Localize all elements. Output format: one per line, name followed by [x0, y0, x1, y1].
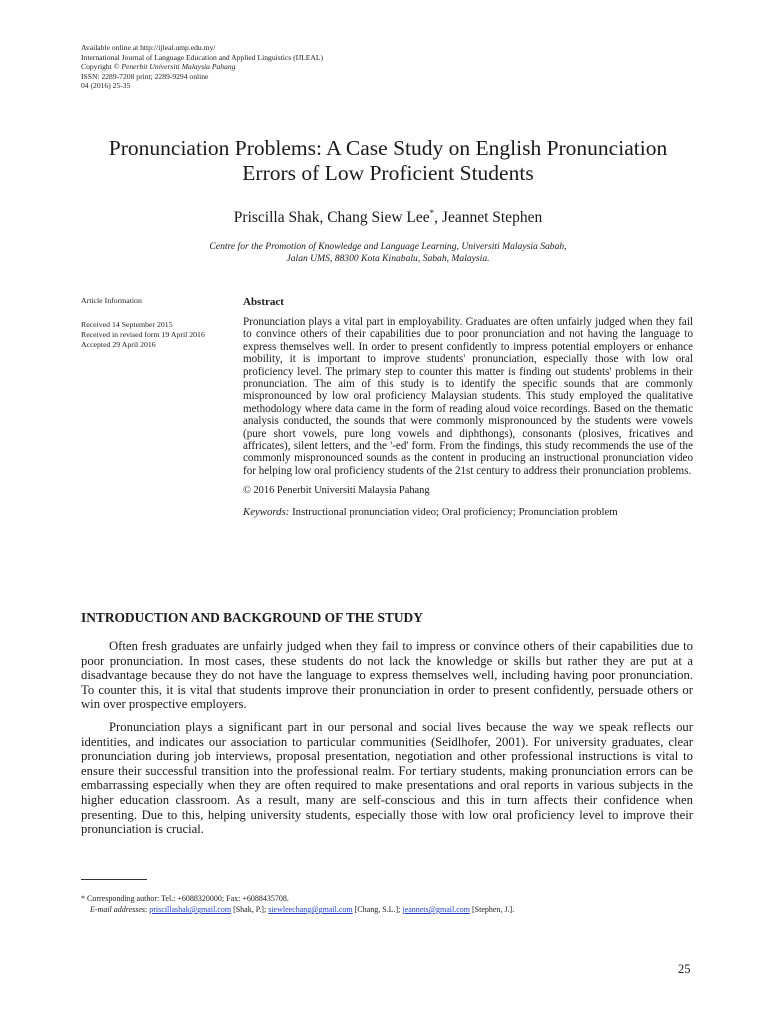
article-dates — [81, 320, 241, 350]
footnote — [81, 893, 514, 915]
copyright-line: Copyright © Penerbit Universiti Malaysia Pahang — [81, 62, 236, 72]
abstract-text: Pronunciation plays a vital part in employability. Graduates are often unfairly judged when they fail to convince others of their capabilities due to poor pronunciation and not having the language to express themselves well. In order to present confidently to impress potential employers or enhance mobility, it is important to improve students' pronunciation, especially those with low oral proficiency level. The primary step to counter this matter is finding out students' problems in their pronunciation. The aim of this study is to identify the specific sounds that are commonly mispronounced by low oral proficiency Malaysian students. This study employed the qualitative methodology where data came in the form of reading aloud voice recordings. Based on the thematic analysis conducted, the sounds that were commonly mispronounced by the students were vowels (pure short vowels, pure long vowels and diphthongs), consonants (plosives, fricatives and affricates), silent letters, and the '-ed' form. From the findings, this study recommends the use of the commonly mispronounced sounds as the content in producing an instructional pronunciation video for helping low oral proficiency students of the 21st century to address their pronunciation problems. — [243, 316, 693, 477]
received-date: Received 14 September 2015 — [81, 320, 173, 329]
paper-title — [60, 136, 716, 186]
article-info-heading: Article Information — [81, 296, 142, 305]
accepted-date: Accepted 29 April 2016 — [81, 340, 156, 349]
email-label: E-mail addresses — [90, 905, 146, 914]
journal-header — [81, 43, 323, 91]
email-link-stephen[interactable]: jeannets@gmail.com — [402, 905, 470, 914]
affiliation-line-2: Jalan UMS, 88300 Kota Kinabalu, Sabah, Malaysia. — [286, 253, 490, 264]
title-line-1: Pronunciation Problems: A Case Study on English Pronunciation — [108, 136, 668, 160]
publisher-name: Penerbit Universiti Malaysia Pahang — [121, 62, 236, 72]
abstract-heading: Abstract — [243, 296, 284, 308]
keywords-list: Instructional pronunciation video; Oral proficiency; Pronunciation problem — [289, 506, 618, 519]
corresponding-mark: * — [429, 208, 435, 218]
email-link-shak[interactable]: priscillashak@gmail.com — [149, 905, 232, 914]
affiliation-line-1: Centre for the Promotion of Knowledge and Language Learning, Universiti Malaysia Sabah, — [209, 241, 567, 252]
title-line-2: Errors of Low Proficient Students — [242, 161, 534, 185]
keywords — [243, 506, 693, 518]
abstract-section — [243, 296, 693, 518]
issn-line: ISSN: 2289-7208 print; 2289-9294 online — [81, 71, 209, 81]
availability-line: Available online at http://ijleal.ump.edu.my/ — [81, 43, 216, 52]
paragraph: Often fresh graduates are unfairly judged when they fail to impress or convince others of their capabilities due to poor pronunciation. In most cases, these students do not lack the knowledge or skills but rather they are put at a disadvantage because they do not have the language to express themselves well, including having poor pronunciation. To counter this, it is vital that students improve their pronunciation in order to present confidently, persuade others or win over prospective employers. — [81, 639, 693, 712]
revised-date: Received in revised form 19 April 2016 — [81, 330, 205, 339]
email-addresses: E-mail addresses: priscillashak@gmail.com [Shak, P.]; siewleechang@gmail.com [Chang, S.L.]; jeannets@gmail.com [Stephen, J.]. — [90, 905, 515, 914]
journal-name-line: International Journal of Language Education and Applied Linguistics (IJLEAL) — [81, 52, 324, 62]
introduction-body — [81, 639, 693, 845]
footnote-divider — [81, 879, 147, 880]
keywords-label: Keywords: — [243, 506, 290, 519]
abstract-copyright: © 2016 Penerbit Universiti Malaysia Pahang — [243, 485, 430, 497]
email-link-chang[interactable]: siewleechang@gmail.com — [268, 905, 353, 914]
paragraph: Pronunciation plays a significant part in our personal and social lives because the way we speak reflects our identities, and indicates our association to particular communities (Seidlhofer, 2001). For university graduates, clear pronunciation during job interviews, proposal presentation, negotiation and other professional instructions is vital to ensure their successful transition into the professional realm. For tertiary students, making pronunciation errors can be embarrassing especially when they are often required to make presentations and oral reports in various subjects in the higher education classroom. As a result, many are self-conscious and this in turn affects their confidence when presenting. Due to this, helping university students, especially those with low oral proficiency level to improve their pronunciation is crucial. — [81, 719, 693, 837]
affiliation — [60, 241, 716, 265]
page-number: 25 — [678, 962, 691, 976]
section-heading: INTRODUCTION AND BACKGROUND OF THE STUDY — [81, 610, 423, 625]
author-list: Priscilla Shak, Chang Siew Lee*, Jeannet Stephen — [233, 208, 543, 227]
article-information — [81, 296, 241, 350]
volume-line: 04 (2016) 25-35 — [81, 81, 131, 91]
corresponding-author-note: * Corresponding author: Tel.: +6088320000; Fax: +6088435708. — [81, 894, 289, 903]
